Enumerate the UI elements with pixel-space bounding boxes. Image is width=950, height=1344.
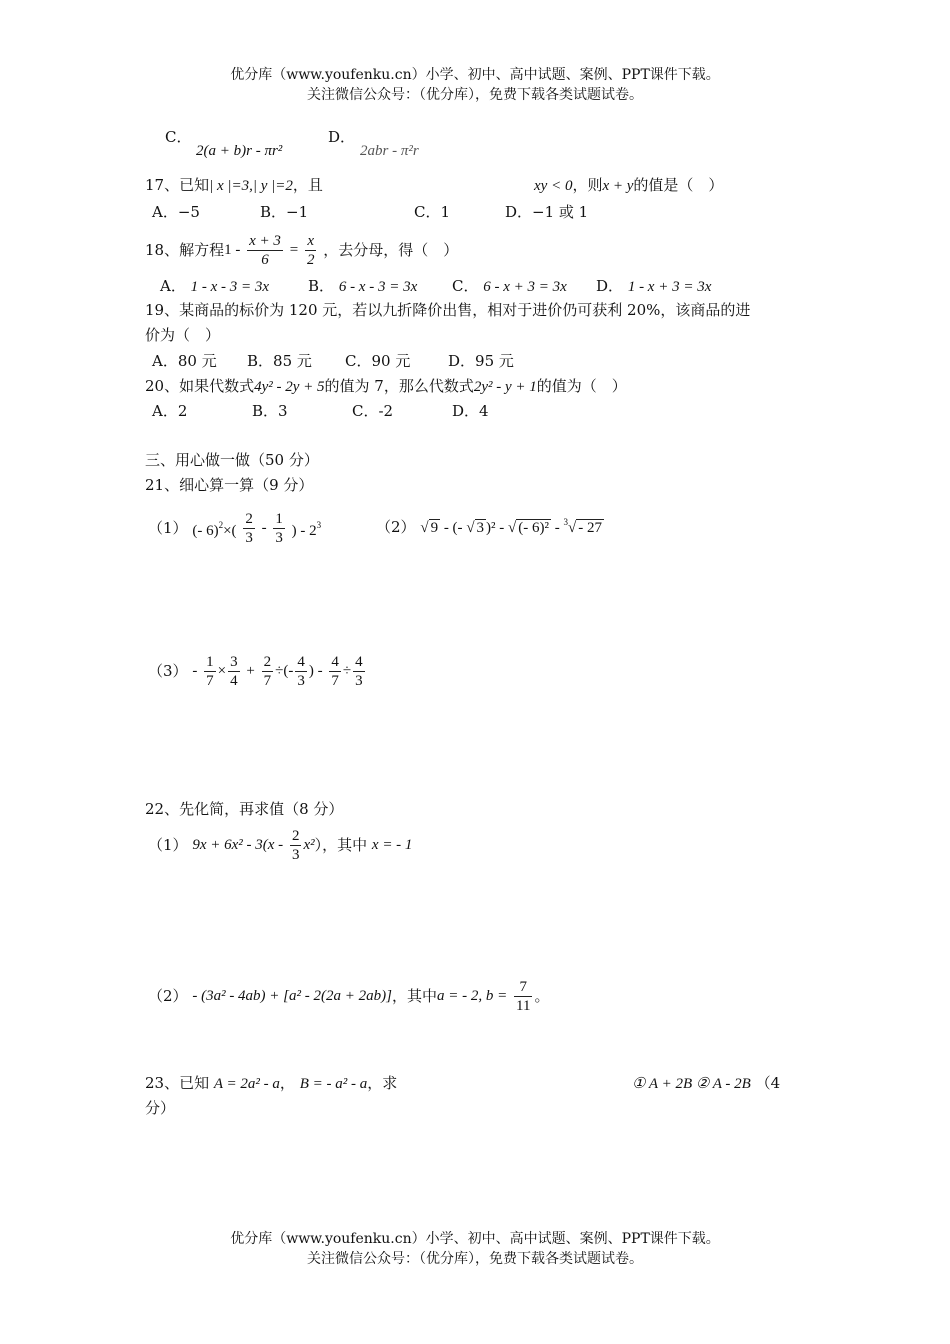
q19-option-c: C．90 元 — [345, 352, 411, 370]
q21-p1-fraction-2: $\frac{1}{3}$ — [275, 510, 283, 546]
q21-title: 21、细心算一算（9 分） — [145, 476, 314, 494]
q18-fraction-2: $\frac{x}{2}$ — [306, 232, 315, 268]
q23-score-cont: 分） — [145, 1099, 176, 1117]
q17-option-b: B．−1 — [260, 203, 309, 221]
q21-part-1: （1） (- 6)$^2$×( $\frac{2}{3}$ - $\frac{1}{3}$ ) - $2^3$ — [148, 510, 322, 546]
q17-stem: 17、已知| x |=3,| y |=2，且 — [145, 176, 323, 194]
q17-option-c: C．1 — [414, 203, 451, 221]
q16-option-c-expr: 2(a + b)r - πr² — [196, 143, 283, 159]
q19-option-d: D．95 元 — [448, 352, 514, 370]
q18-option-a: A． 1 - x - 3 = 3x — [160, 277, 270, 295]
q22-part-2: （2） - (3a² - 4ab) + [a² - 2(2a + 2ab)]，其中a = - 2, b = $\frac{7}{11}$ 。 — [148, 978, 550, 1014]
q16-option-c: C． — [165, 128, 192, 146]
q17-stem-cont: xy < 0，则x + y的值是（ ） — [534, 176, 724, 194]
q20-option-c: C．-2 — [352, 402, 394, 420]
q17-option-a: A．−5 — [152, 203, 200, 221]
q22-title: 22、先化简，再求值（8 分） — [145, 800, 344, 818]
footer-line-1: 优分库（www.youfenku.cn）小学、初中、高中试题、案例、PPT课件下载。 — [230, 1231, 720, 1247]
q18-option-d: D． 1 - x + 3 = 3x — [596, 277, 712, 295]
q21-part-3: （3） - $\frac{1}{7}$ × $\frac{3}{4}$ + $\frac{2}{7}$ ÷(- $\frac{4}{3}$ ) - $\frac{4}{7}$ ÷ $\frac{4}{3}$ — [148, 653, 363, 689]
q20-option-a: A．2 — [152, 402, 188, 420]
q16-option-d: D． — [328, 128, 356, 146]
q19-stem-line-1: 19、某商品的标价为 120 元，若以九折降价出售，相对于进价仍可获利 20%，该商品的进 — [145, 301, 751, 319]
q19-option-a: A．80 元 — [152, 352, 217, 370]
q21-part-2: （2） √ 9 - (- √ 3 )² - √ (- 6)² - $^3$√ - 27 — [376, 517, 602, 536]
q22-part-1: （1） 9x + 6x² - 3(x - $\frac{2}{3}$ x²），其中 x = - 1 — [148, 827, 413, 863]
q23-stem: 23、已知 A = 2a² - a， B = - a² - a，求 — [145, 1074, 398, 1092]
q19-option-b: B．85 元 — [247, 352, 312, 370]
q23-tasks: ① A + 2B ② A - 2B （4 — [632, 1074, 781, 1092]
q20-stem: 20、如果代数式4y² - 2y + 5的值为 7，那么代数式2y² - y + 1的值为（ ） — [145, 377, 627, 395]
q19-stem-line-2: 价为（ ） — [145, 326, 221, 344]
q18-option-c: C． 6 - x + 3 = 3x — [452, 277, 567, 295]
q17-option-d: D．−1 或 1 — [505, 203, 589, 221]
q18-option-b: B． 6 - x - 3 = 3x — [308, 277, 418, 295]
q18-stem: 18、解方程1 - $\frac{x + 3}{6}$ = $\frac{x}{2}$ ，去分母，得（ ） — [145, 232, 459, 268]
footer-line-2: 关注微信公众号：（优分库），免费下载各类试题试卷。 — [307, 1251, 643, 1267]
header-line-2: 关注微信公众号：（优分库），免费下载各类试题试卷。 — [307, 87, 643, 103]
section-3-title: 三、用心做一做（50 分） — [145, 451, 319, 469]
header-line-1: 优分库（www.youfenku.cn）小学、初中、高中试题、案例、PPT课件下载。 — [230, 67, 720, 83]
q20-option-b: B．3 — [252, 402, 288, 420]
q21-p1-fraction-1: $\frac{2}{3}$ — [245, 510, 253, 546]
q18-fraction-1: $\frac{x + 3}{6}$ — [249, 232, 281, 268]
q16-option-d-expr: 2abr - π²r — [360, 143, 419, 159]
q20-option-d: D．4 — [452, 402, 489, 420]
